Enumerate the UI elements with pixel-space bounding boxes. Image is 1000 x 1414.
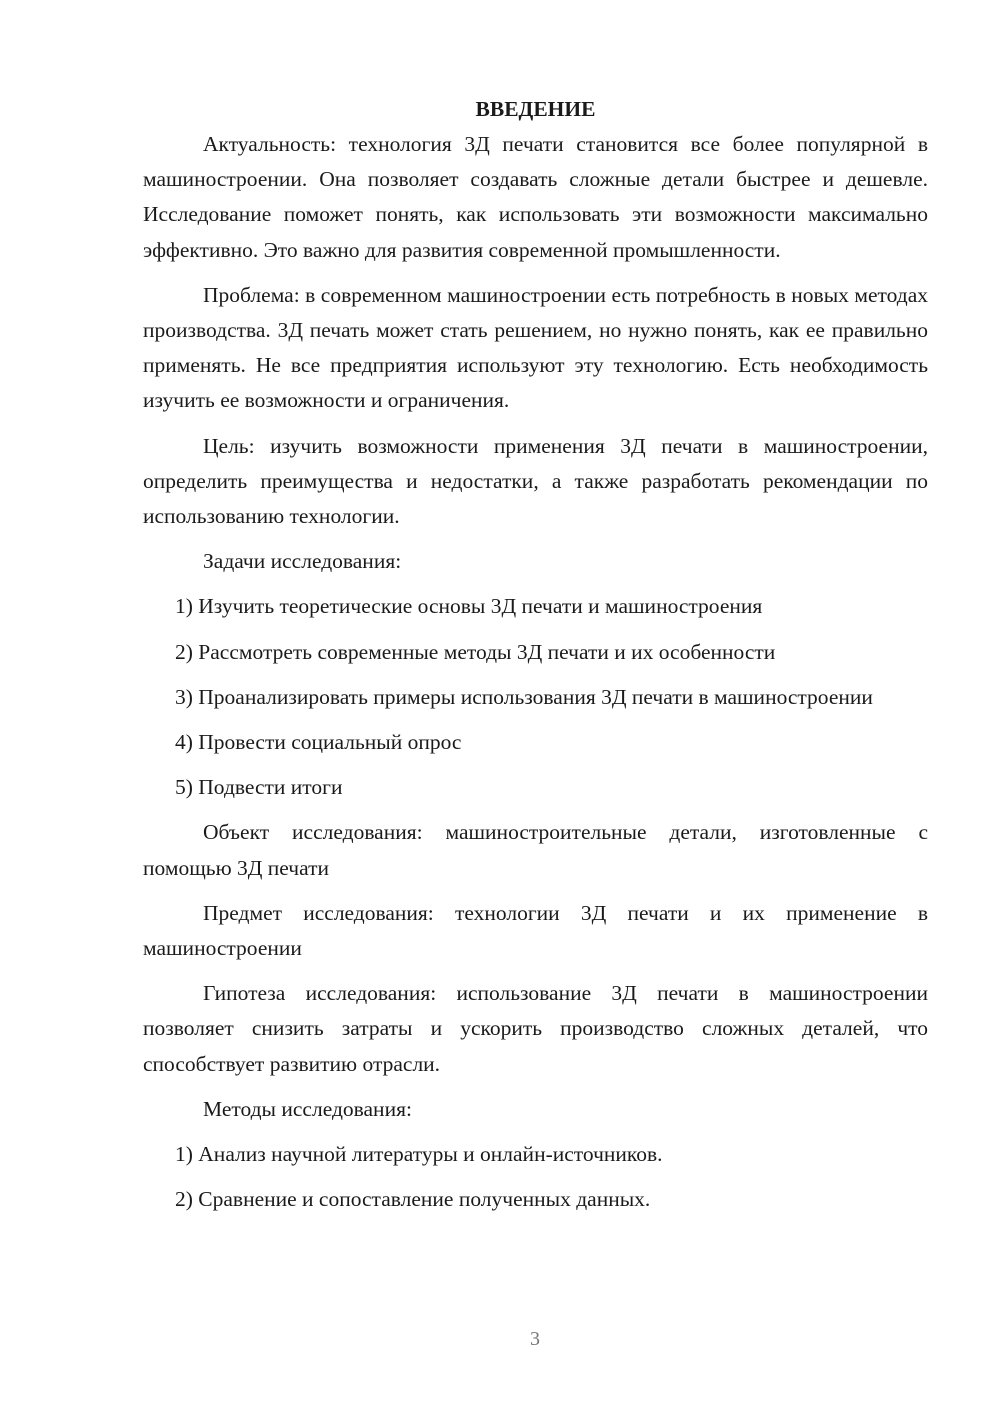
paragraph-relevance: Актуальность: технология 3Д печати становится все более популярной в машиностроении. Она позволяет создавать сложные детали быстрее и дешевле. Исследование поможет понять, как использовать эти возможности максимально эффективно. Это важно для развития современной промышленности. [143, 132, 928, 262]
paragraph-tasks-heading: Задачи исследования: [203, 549, 402, 574]
paragraph-goal: Цель: изучить возможности применения 3Д печати в машиностроении, определить преимущества и недостатки, а также разработать рекомендации по использованию технологии. [143, 433, 928, 529]
task-item-5: 5) Подвести итоги [175, 775, 343, 800]
method-item-2: 2) Сравнение и сопоставление полученных данных. [175, 1187, 651, 1212]
paragraph-methods-heading: Методы исследования: [203, 1096, 412, 1121]
paragraph-hypothesis: Гипотеза исследования: использование 3Д печати в машиностроении позволяет снизить затраты и ускорить производство сложных деталей, что способствует развитию отрасли. [143, 981, 928, 1076]
page-number: 3 [530, 1328, 540, 1350]
task-item-3: 3) Проанализировать примеры использования 3Д печати в машиностроении [175, 684, 873, 709]
paragraph-object: Объект исследования: машиностроительные детали, изготовленные с помощью 3Д печати [143, 820, 928, 880]
task-item-1: 1) Изучить теоретические основы 3Д печати и машиностроения [175, 594, 763, 619]
paragraph-problem: Проблема: в современном машиностроении есть потребность в новых методах производства. 3Д печать может стать решением, но нужно понять, как ее правильно применять. Не все предприятия используют эту технологию. Есть необходимость изучить ее возможности и ограничения. [143, 282, 928, 413]
page-content [143, 92, 928, 1217]
task-item-2: 2) Рассмотреть современные методы 3Д печати и их особенности [175, 639, 776, 664]
paragraph-subject: Предмет исследования: технологии 3Д печати и их применение в машиностроении [143, 900, 928, 961]
method-item-1: 1) Анализ научной литературы и онлайн-источников. [175, 1142, 663, 1167]
page-title: ВВЕДЕНИЕ [475, 97, 596, 121]
task-item-4: 4) Провести социальный опрос [175, 730, 462, 755]
